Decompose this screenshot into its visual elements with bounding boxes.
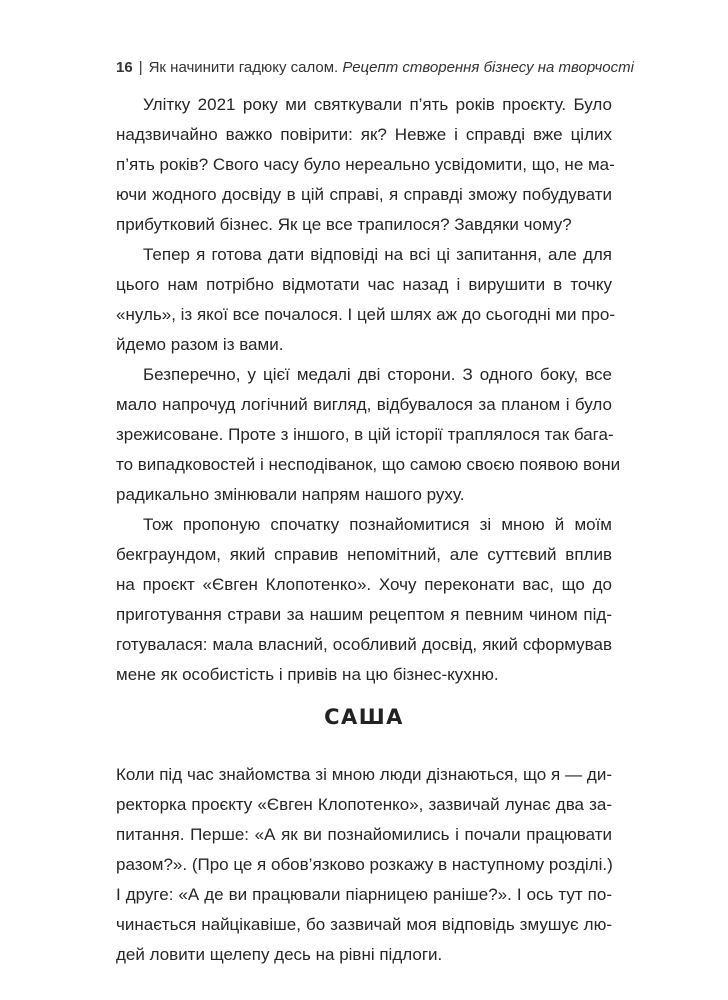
text-line: п’ять років? Свого часу було нереально усвідомити, що, не ма- xyxy=(116,155,615,174)
text-line: надзвичайно важко повірити: як? Невже і справді вже цілих xyxy=(116,125,612,144)
text-line: Тепер я готова дати відповіді на всі ці запитання, але для xyxy=(143,245,612,264)
text-line: на проєкт «Євген Клопотенко». Хочу переконати вас, що до xyxy=(116,575,612,594)
text-line: І друге: «А де ви працювали піарницею раніше?». І ось тут по- xyxy=(116,885,612,904)
text-line: бекграундом, який справив непомітний, але суттєвий вплив xyxy=(116,545,612,564)
text-line: «нуль», із якої все почалося. І цей шлях аж до сьогодні ми про- xyxy=(116,305,616,324)
text-line: Улітку 2021 року ми святкували п’ять років проєкту. Було xyxy=(143,95,612,114)
text-line: радикально змінювали напрям нашого руху. xyxy=(116,485,465,504)
text-line: готувалася: мала власний, особливий досвід, який сформував xyxy=(116,635,612,654)
book-title: Як начинити гадюку салом. xyxy=(148,59,339,76)
text-line: то випадковостей і несподіванок, що самою своєю появою вони xyxy=(116,455,621,474)
text-line: Безперечно, у цієї медалі дві сторони. З одного боку, все xyxy=(143,365,612,384)
text-line: ректорка проєкту «Євген Клопотенко», зазвичай лунає два за- xyxy=(116,795,612,814)
text-line: мало напрочуд логічний вигляд, відбувалося за планом і було xyxy=(116,395,612,414)
page-number: 16 xyxy=(116,59,133,76)
running-head-separator: | xyxy=(138,59,143,76)
running-head xyxy=(116,58,636,78)
text-line: дей ловити щелепу десь на рівні підлоги. xyxy=(116,945,443,964)
text-line: Тож пропоную спочатку познайомитися зі мною й моїм xyxy=(143,515,612,534)
text-line: мене як особистість і привів на цю бізнес-кухню. xyxy=(116,665,499,684)
text-line: приготування страви за нашим рецептом я певним чином під- xyxy=(116,605,612,624)
text-line: цього нам потрібно відмотати час назад і вирушити в точку xyxy=(116,275,612,294)
book-subtitle: Рецепт створення бізнесу на творчості xyxy=(342,59,634,76)
text-line: питання. Перше: «А як ви познайомились і почали працювати xyxy=(116,825,612,844)
section-heading: САША xyxy=(324,705,404,729)
text-line: чинається найцікавіше, бо зазвичай моя відповідь змушує лю- xyxy=(116,915,612,934)
text-line: разом?». (Про це я обов’язково розкажу в наступному розділі.) xyxy=(116,855,613,874)
text-line: зрежисоване. Проте з іншого, в цій історії траплялося так бага- xyxy=(116,425,614,444)
text-line: Коли під час знайомства зі мною люди дізнаються, що я — ди- xyxy=(116,765,612,784)
text-line: прибутковий бізнес. Як це все трапилося? Завдяки чому? xyxy=(116,215,572,234)
text-line: ючи жодного досвіду в цій справі, я справді зможу побудувати xyxy=(116,185,612,204)
text-line: йдемо разом із вами. xyxy=(116,335,284,354)
